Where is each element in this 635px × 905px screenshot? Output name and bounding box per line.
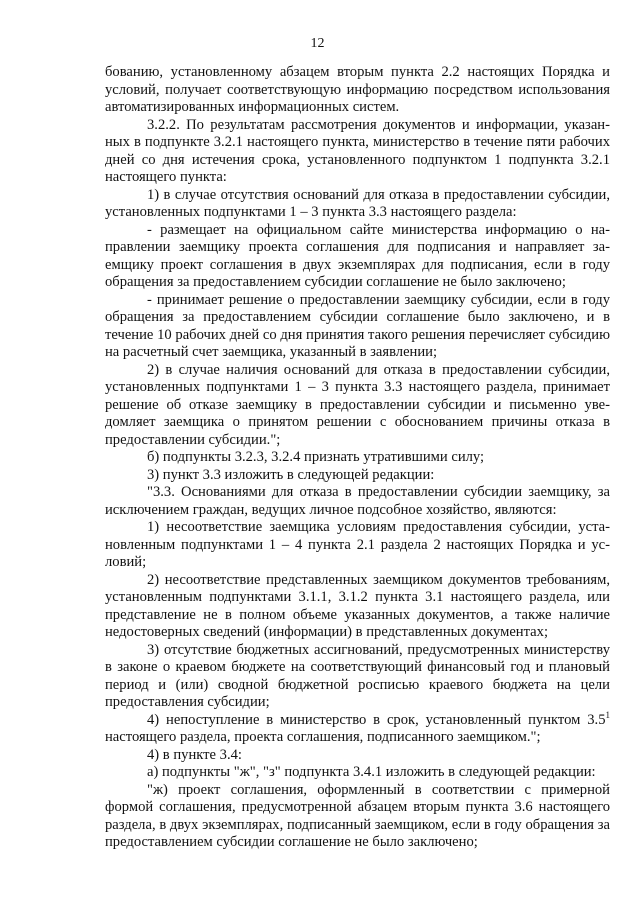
paragraph-with-footnote [105,709,610,747]
paragraph: а) подпункты "ж", "з" подпункта 3.4.1 изложить в следующей редакции: [147,764,596,780]
paragraph: б) подпункты 3.2.3, 3.2.4 признать утратившими силу; [147,449,485,465]
paragraph: 1) несоответствие заемщика условиям предоставления субсидии, установленным подпунктами 1 – 4 пункта 2.1 раздела 2 настоящих Порядка и условий; [105,519,610,570]
paragraph: 4) в пункте 3.4: [147,746,242,763]
paragraph: бованию, установленному абзацем вторым пункта 2.2 настоящих Порядка и условий, получает соответствующую информацию посредством использования автоматизированных информационных систем. [105,64,610,115]
paragraph: - принимает решение о предоставлении заемщику субсидии, если в году обращения за предоставлением субсидии соглашение было заключено, и в течение 10 рабочих дней со дня принятия такого решения перечисляет субсидию на расчетный счет заемщика, указанный в заявлении; [105,291,610,360]
paragraph-text: 4) непоступление в министерство в срок, установленный пунктом 3.5 [147,711,606,728]
page-number: 12 [310,36,325,51]
paragraph: 2) несоответствие представленных заемщиком документов требованиям, установленным подпунктами 3.1.1, 3.1.2 пункта 3.1 настоящего раздела, или представление не в полном объеме указанных документов, а также наличие недостоверных сведений (информации) в представленных документах; [105,571,610,640]
paragraph: - размещает на официальном сайте министерства информацию о направлении заемщику проекта соглашения для подписания и направляет заемщику проект соглашения в двух экземплярах для подписания, если в году обращения за предоставлением субсидии соглашение не было заключено; [105,221,610,290]
paragraph: 3.2.2. По результатам рассмотрения документов и информации, указанных в подпункте 3.2.1 настоящего пункта, министерство в течение пяти рабочих дней со дня истечения срока, установленного подпунктом 1 подпункта 3.2.1 настоящего пункта: [105,116,610,185]
paragraph: "ж) проект соглашения, оформленный в соответствии с примерной формой соглашения, предусмотренной абзацем вторым пункта 3.6 настоящего раздела, в двух экземплярах, подписанный заемщиком, если в году обращения за предоставлением субсидии соглашение не было заключено; [105,781,610,850]
paragraph: 2) в случае наличия оснований для отказа в предоставлении субсидии, установленных подпунктами 1 – 3 пункта 3.3 настоящего раздела, принимает решение об отказе заемщику в предоставлении субсидии и письменно уведомляет заемщика о принятом решении с обоснованием причины отказа в предоставлении субсидии."; [105,361,610,448]
paragraph: 3) пункт 3.3 изложить в следующей редакции: [147,466,435,483]
paragraph: 1) в случае отсутствия оснований для отказа в предоставлении субсидии, установленных подпунктами 1 – 3 пункта 3.3 настоящего раздела: [105,186,610,220]
paragraph: 3) отсутствие бюджетных ассигнований, предусмотренных министерству в законе о краевом бюджете на соответствующий финансовый год и плановый период и (или) сводной бюджетной росписью краевого бюджета на цели предоставления субсидии; [105,641,610,710]
paragraph: "3.3. Основаниями для отказа в предоставлении субсидии заемщику, за исключением граждан, ведущих личное подсобное хозяйство, являются: [105,484,610,518]
document-body [105,64,610,852]
superscript-marker: 1 [605,709,610,720]
paragraph-text-continued: настоящего раздела, проекта соглашения, подписанного заемщиком."; [105,729,541,745]
